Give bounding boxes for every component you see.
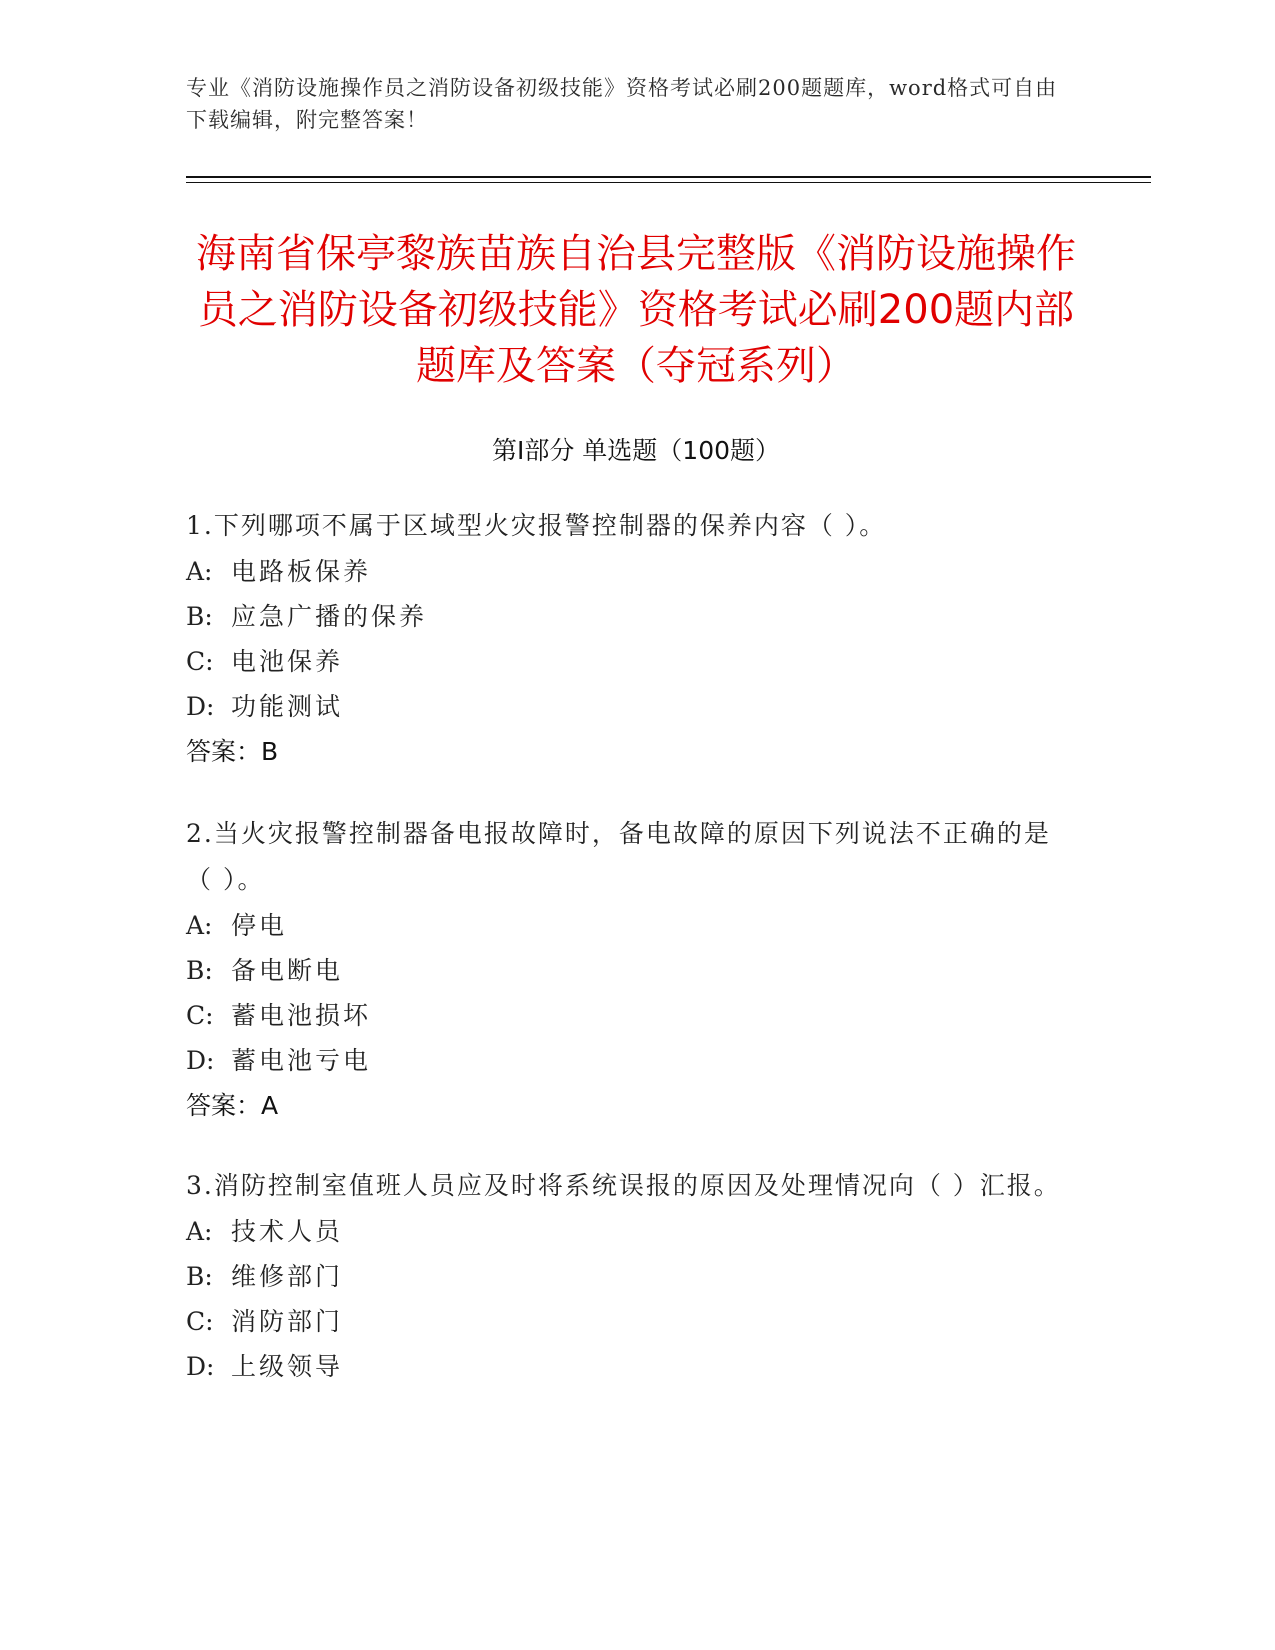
option-b bbox=[186, 1254, 1066, 1299]
option-text: 上级领导 bbox=[231, 1352, 344, 1381]
option-key: C: bbox=[186, 1307, 214, 1336]
question-1 bbox=[186, 503, 1066, 774]
answer: 答案：B bbox=[186, 737, 279, 766]
option-d bbox=[186, 684, 1066, 729]
option-key: B: bbox=[186, 602, 213, 631]
option-text: 功能测试 bbox=[231, 692, 344, 721]
option-key: D: bbox=[186, 1352, 215, 1381]
option-text: 维修部门 bbox=[231, 1262, 344, 1291]
option-key: B: bbox=[186, 1262, 213, 1291]
option-key: D: bbox=[186, 692, 215, 721]
option-b bbox=[186, 948, 1066, 993]
option-text: 备电断电 bbox=[231, 956, 344, 985]
question-stem: 2.当火灾报警控制器备电报故障时，备电故障的原因下列说法不正确的是（ ）。 bbox=[186, 819, 1051, 894]
option-key: A: bbox=[186, 557, 213, 586]
option-d bbox=[186, 1038, 1066, 1083]
option-d bbox=[186, 1344, 1066, 1389]
option-key: C: bbox=[186, 647, 214, 676]
option-a bbox=[186, 549, 1066, 594]
option-text: 电路板保养 bbox=[231, 557, 372, 586]
option-a bbox=[186, 1209, 1066, 1254]
question-stem: 3.消防控制室值班人员应及时将系统误报的原因及处理情况向（ ）汇报。 bbox=[186, 1171, 1061, 1200]
option-key: C: bbox=[186, 1001, 214, 1030]
option-text: 消防部门 bbox=[231, 1307, 344, 1336]
option-text: 停电 bbox=[231, 911, 288, 940]
option-c bbox=[186, 993, 1066, 1038]
header-note: 专业《消防设施操作员之消防设备初级技能》资格考试必刷200题题库，word格式可自由下载编辑，附完整答案！ bbox=[186, 76, 1058, 132]
section-heading: 第Ⅰ部分 单选题（100题） bbox=[491, 436, 781, 465]
option-text: 蓄电池损坏 bbox=[231, 1001, 372, 1030]
question-2 bbox=[186, 811, 1066, 1128]
option-text: 技术人员 bbox=[231, 1217, 344, 1246]
question-stem: 1.下列哪项不属于区域型火灾报警控制器的保养内容（ ）。 bbox=[186, 511, 887, 540]
option-text: 电池保养 bbox=[231, 647, 344, 676]
option-a bbox=[186, 903, 1066, 948]
question-3 bbox=[186, 1163, 1066, 1389]
option-key: B: bbox=[186, 956, 213, 985]
option-key: D: bbox=[186, 1046, 215, 1075]
document-title: 海南省保亭黎族苗族自治县完整版《消防设施操作员之消防设备初级技能》资格考试必刷200题内部题库及答案（夺冠系列） bbox=[196, 231, 1076, 389]
header-divider-thin bbox=[186, 182, 1151, 183]
option-c bbox=[186, 639, 1066, 684]
header-divider-thick bbox=[186, 176, 1151, 178]
option-b bbox=[186, 594, 1066, 639]
option-text: 蓄电池亏电 bbox=[231, 1046, 372, 1075]
answer: 答案：A bbox=[186, 1091, 279, 1120]
option-key: A: bbox=[186, 1217, 213, 1246]
option-key: A: bbox=[186, 911, 213, 940]
option-text: 应急广播的保养 bbox=[231, 602, 428, 631]
option-c bbox=[186, 1299, 1066, 1344]
